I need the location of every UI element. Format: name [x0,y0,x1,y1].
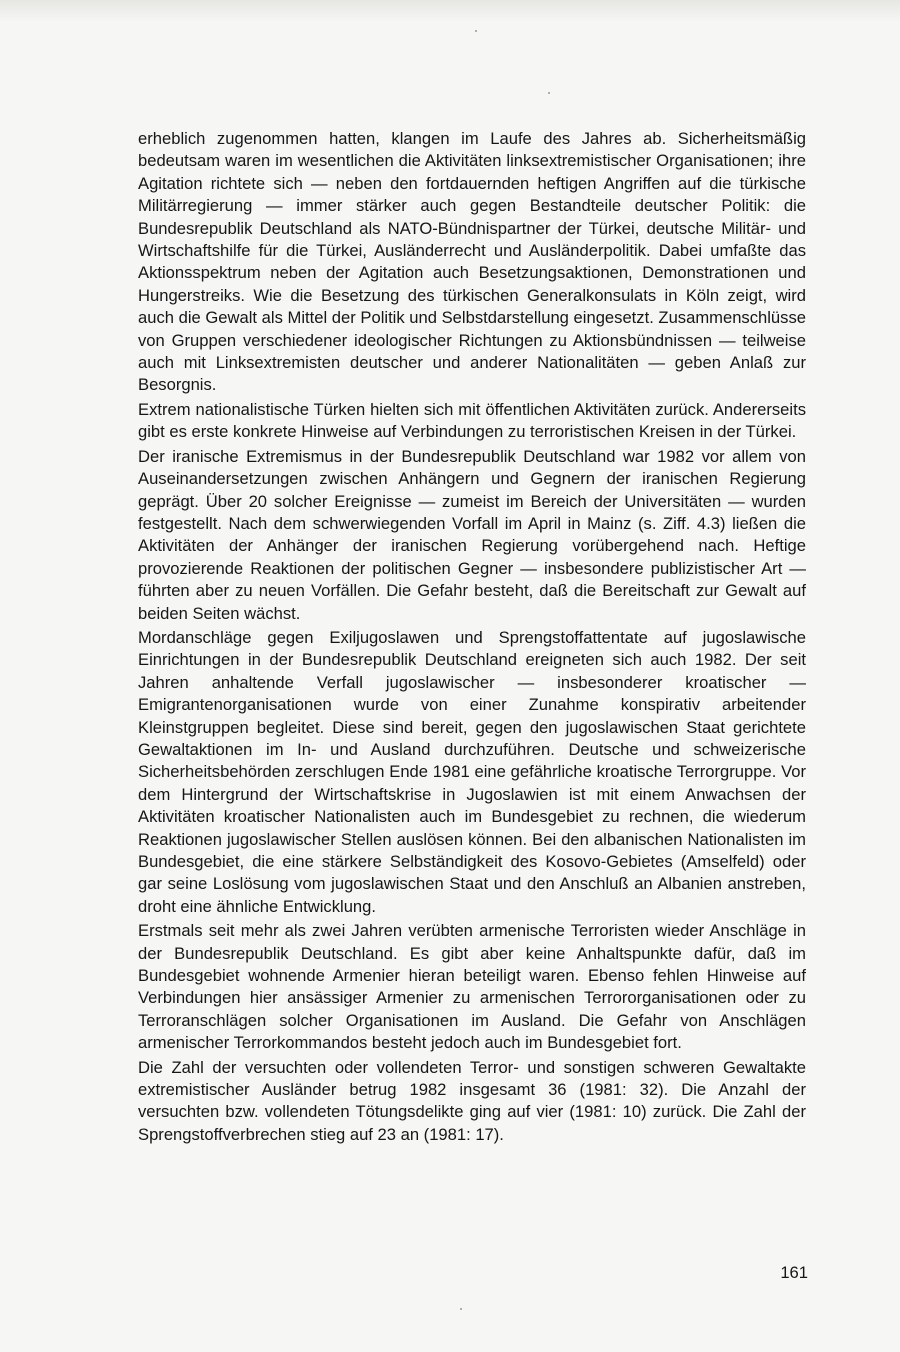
paragraph-statistics: Die Zahl der versuchten oder vollendeten Terror- und sonstigen schweren Gewaltakte extremistischer Ausländer betrug 1982 insgesamt 36 (1981: 32). Die Anzahl der versuchten bzw. vollendeten Tötungsdelikte ging auf vier (1981: 10) zurück. Die Zahl der Sprengstoffverbrechen stieg auf 23 an (1981: 17). [138,1057,806,1144]
paragraph-yugoslav-extremism: Mordanschläge gegen Exiljugoslawen und Sprengstoffattentate auf jugoslawische Einrichtungen in der Bundesrepublik Deutschland ereigneten sich auch 1982. Der seit Jahren anhaltende Verfall jugoslawischer — insbesonderer kroatischer — Emigrantenorganisationen wurde von einer Zunahme konspirativ arbeitender Kleinstgruppen begleitet. Diese sind bereit, gegen den jugoslawischen Staat gerichtete Gewaltaktionen im In- und Ausland durchzuführen. Deutsche und schweizerische Sicherheitsbehörden zerschlugen Ende 1981 eine gefährliche kroatische Terrorgruppe. Vor dem Hintergrund der Wirtschaftskrise in Jugoslawien ist mit einem Anwachsen der Aktivitäten kroatischer Nationalisten auch im Bundesgebiet zu rechnen, die wiederum Reaktionen jugoslawischer Stellen auslösen können. Bei den albanischen Nationalisten im Bundesgebiet, die eine stärkere Selbständigkeit des Kosovo-Gebietes (Amselfeld) oder gar seine Loslösung vom jugoslawischen Staat und den Anschluß an Albanien anstreben, droht eine ähnliche Entwicklung. [138,627,806,916]
scan-speck [460,1308,462,1310]
paragraph-iranian-extremism: Der iranische Extremismus in der Bundesrepublik Deutschland war 1982 vor allem von Auseinandersetzungen zwischen Anhängern und Gegnern der iranischen Regierung geprägt. Über 20 solcher Ereignisse — zumeist im Bereich der Universitäten — wurden festgestellt. Nach dem schwerwiegenden Vorfall im April in Mainz (s. Ziff. 4.3) ließen die Aktivitäten der Anhänger der iranischen Regierung vorübergehend nach. Heftige provozierende Reaktionen der politischen Gegner — insbesondere publizistischer Art — führten aber zu neuen Vorfällen. Die Gefahr besteht, daß die Bereitschaft zur Gewalt auf beiden Seiten wächst. [138,446,806,623]
paragraph-turkish-extremism: erheblich zugenommen hatten, klangen im Laufe des Jahres ab. Sicherheitsmäßig bedeutsam waren im wesentlichen die Aktivitäten linksextremistischer Organisationen; ihre Agitation richtete sich — neben den fortdauernden heftigen Angriffen auf die türkische Militärregierung — immer stärker auch gegen Bestandteile deutscher Politik: die Bundesrepublik Deutschland als NATO-Bündnispartner der Türkei, deutsche Militär- und Wirtschaftshilfe für die Türkei, Ausländerrecht und Ausländerpolitik. Dabei umfaßte das Aktionsspektrum neben der Agitation auch Besetzungsaktionen, Demonstrationen und Hungerstreiks. Wie die Besetzung des türkischen Generalkonsulats in Köln zeigt, wird auch die Gewalt als Mittel der Politik und Selbstdarstellung eingesetzt. Zusammenschlüsse von Gruppen verschiedener ideologischer Richtungen zu Aktionsbündnissen — teilweise auch mit Linksextremisten deutscher und anderer Nationalitäten — geben Anlaß zur Besorgnis. [138,129,806,395]
scan-top-edge [0,0,900,22]
paragraph-armenian-terrorism: Erstmals seit mehr als zwei Jahren verübten armenische Terroristen wieder Anschläge in der Bundesrepublik Deutschland. Es gibt aber keine Anhaltspunkte dafür, daß im Bundesgebiet wohnende Armenier hieran beteiligt waren. Ebenso fehlen Hinweise auf Verbindungen hier ansässiger Armenier zu armenischen Terrororganisationen oder zu Terroranschlägen solcher Organisationen im Ausland. Die Gefahr von Anschlägen armenischer Terrorkommandos besteht jedoch auch im Bundesgebiet fort. [138,921,806,1053]
body-text [138,128,806,1148]
scan-speck [548,92,550,94]
paragraph-nationalist-turks: Extrem nationalistische Türken hielten sich mit öffentlichen Aktivitäten zurück. Andererseits gibt es erste konkrete Hinweise auf Verbindungen zu terroristischen Kreisen in der Türkei. [138,399,806,442]
page-number: 161 [780,1263,808,1282]
scan-speck [475,30,477,32]
